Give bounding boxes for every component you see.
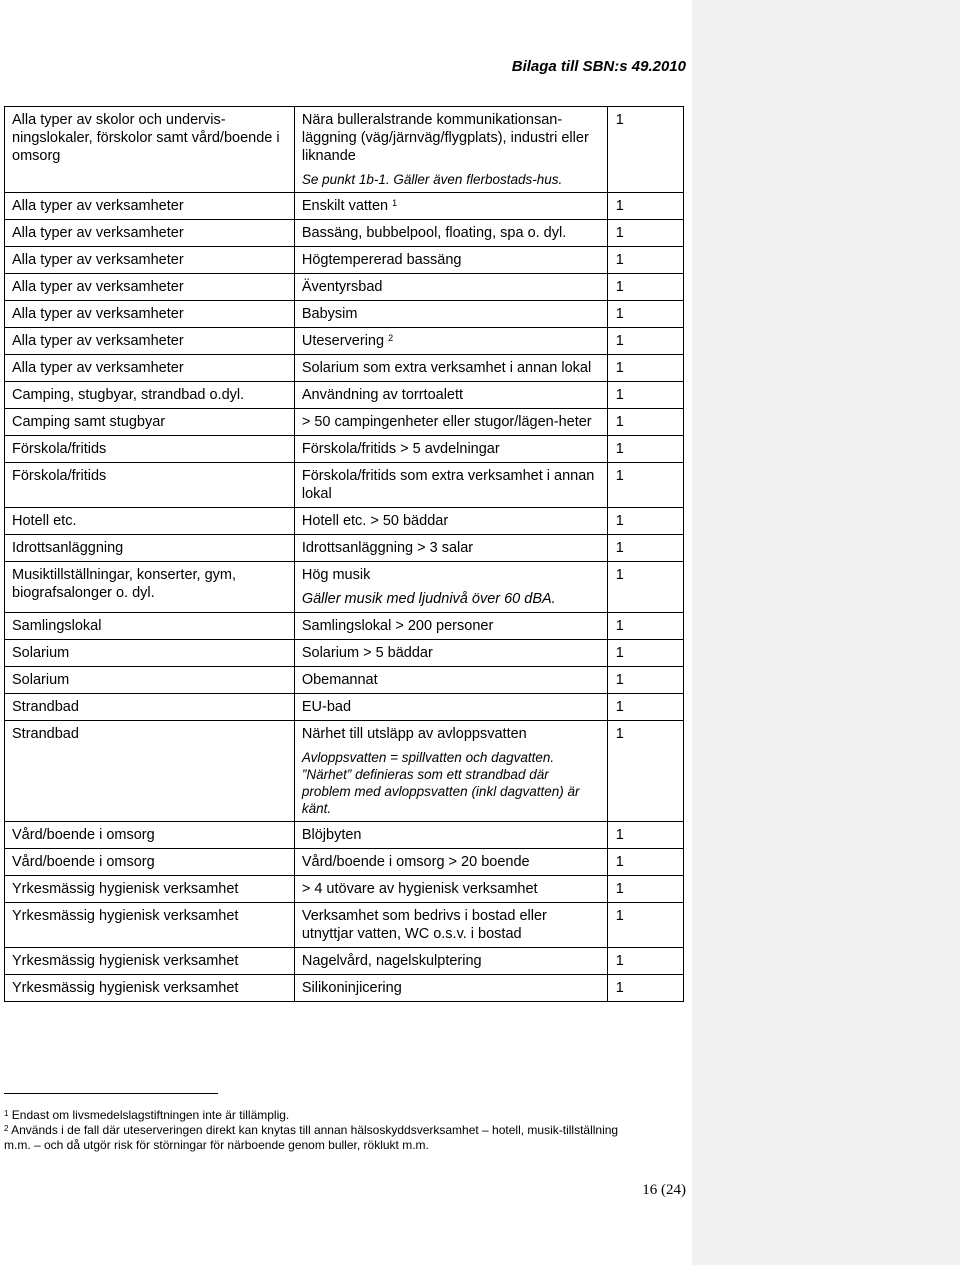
criterion-cell bbox=[294, 562, 607, 613]
risk-class: 1 bbox=[615, 618, 624, 634]
activity-type-cell bbox=[5, 274, 295, 301]
risk-class-cell bbox=[607, 535, 683, 562]
risk-class-cell bbox=[607, 640, 683, 667]
activity-type: Alla typer av verksamheter bbox=[12, 198, 184, 214]
footnote-reference: 1 bbox=[392, 198, 398, 208]
risk-class: 1 bbox=[615, 252, 624, 268]
risk-class: 1 bbox=[615, 441, 624, 457]
criterion: Äventyrsbad bbox=[301, 279, 383, 295]
activity-type: Alla typer av verksamheter bbox=[12, 225, 184, 241]
activity-type: Strandbad bbox=[12, 699, 79, 715]
activity-type: Förskola/fritids bbox=[12, 468, 107, 484]
criterion-cell bbox=[294, 409, 607, 436]
risk-class-cell bbox=[607, 220, 683, 247]
risk-class-cell bbox=[607, 562, 683, 613]
activity-type-cell bbox=[5, 640, 295, 667]
activity-type-cell bbox=[5, 355, 295, 382]
requirements-table bbox=[4, 106, 684, 1002]
risk-class-cell bbox=[607, 355, 683, 382]
risk-class: 1 bbox=[615, 540, 624, 556]
footnote-separator bbox=[4, 1093, 218, 1094]
activity-type-cell bbox=[5, 613, 295, 640]
activity-type-cell bbox=[5, 301, 295, 328]
risk-class-cell bbox=[607, 274, 683, 301]
activity-type: Strandbad bbox=[12, 726, 79, 742]
criterion: Förskola/fritids som extra verksamhet i annan lokal bbox=[301, 468, 595, 502]
activity-type: Musiktillställningar, konserter, gym, biografsalonger o. dyl. bbox=[12, 567, 237, 601]
criterion: Vård/boende i omsorg > 20 boende bbox=[301, 854, 530, 870]
activity-type: Vård/boende i omsorg bbox=[12, 827, 155, 843]
activity-type: Idrottsanläggning bbox=[12, 540, 124, 556]
risk-class: 1 bbox=[615, 672, 624, 688]
criterion-cell bbox=[294, 328, 607, 355]
criterion: Nagelvård, nagelskulptering bbox=[301, 953, 482, 969]
activity-type-cell bbox=[5, 849, 295, 876]
risk-class-cell bbox=[607, 975, 683, 1002]
criterion: Babysim bbox=[301, 306, 358, 322]
criterion: Förskola/fritids > 5 avdelningar bbox=[301, 441, 500, 457]
risk-class: 1 bbox=[615, 333, 624, 349]
table-row bbox=[5, 463, 684, 508]
risk-class-cell bbox=[607, 508, 683, 535]
table-row bbox=[5, 694, 684, 721]
risk-class: 1 bbox=[615, 881, 624, 897]
criterion: Bassäng, bubbelpool, floating, spa o. dyl. bbox=[301, 225, 567, 241]
footnote-1 bbox=[4, 1108, 644, 1123]
criterion: EU-bad bbox=[301, 699, 352, 715]
activity-type-cell bbox=[5, 694, 295, 721]
criterion-cell bbox=[294, 694, 607, 721]
table-row bbox=[5, 436, 684, 463]
table-row bbox=[5, 535, 684, 562]
criterion-cell bbox=[294, 220, 607, 247]
criterion-cell bbox=[294, 667, 607, 694]
table-row bbox=[5, 355, 684, 382]
risk-class-cell bbox=[607, 667, 683, 694]
footnote-mark: 1 bbox=[4, 1109, 9, 1118]
activity-type-cell bbox=[5, 948, 295, 975]
criterion-cell bbox=[294, 535, 607, 562]
table-row bbox=[5, 876, 684, 903]
side-panel bbox=[692, 0, 960, 1265]
activity-type-cell bbox=[5, 721, 295, 822]
table-row bbox=[5, 107, 684, 193]
table-row bbox=[5, 948, 684, 975]
activity-type: Alla typer av verksamheter bbox=[12, 252, 184, 268]
risk-class-cell bbox=[607, 903, 683, 948]
criterion-cell bbox=[294, 876, 607, 903]
page-number: 16 (24) bbox=[642, 1182, 686, 1198]
activity-type: Alla typer av verksamheter bbox=[12, 333, 184, 349]
criterion: Solarium > 5 bäddar bbox=[301, 645, 433, 661]
risk-class-cell bbox=[607, 694, 683, 721]
risk-class-cell bbox=[607, 436, 683, 463]
risk-class-cell bbox=[607, 849, 683, 876]
criterion-note: Se punkt 1b-1. Gäller även flerbostads-hus. bbox=[301, 172, 563, 187]
activity-type-cell bbox=[5, 535, 295, 562]
table-row bbox=[5, 822, 684, 849]
criterion-cell bbox=[294, 903, 607, 948]
risk-class: 1 bbox=[615, 468, 624, 484]
criterion-note: Avloppsvatten = spillvatten och dagvatten. ”Närhet” definieras som ett strandbad där problem med avloppsvatten (inkl dagvatten) är känt. bbox=[301, 750, 580, 816]
table-row bbox=[5, 849, 684, 876]
risk-class: 1 bbox=[615, 279, 624, 295]
criterion: Hög musik bbox=[301, 567, 371, 583]
criterion-cell bbox=[294, 107, 607, 193]
criterion: > 4 utövare av hygienisk verksamhet bbox=[301, 881, 538, 897]
criterion-cell bbox=[294, 849, 607, 876]
risk-class-cell bbox=[607, 193, 683, 220]
criterion: Solarium som extra verksamhet i annan lokal bbox=[301, 360, 592, 376]
risk-class: 1 bbox=[615, 225, 624, 241]
criterion: Nära bulleralstrande kommunikationsan-läggning (väg/järnväg/flygplats), industri eller liknande bbox=[301, 112, 589, 164]
table-row bbox=[5, 301, 684, 328]
criterion-cell bbox=[294, 382, 607, 409]
activity-type-cell bbox=[5, 107, 295, 193]
activity-type: Camping samt stugbyar bbox=[12, 414, 166, 430]
table-row bbox=[5, 328, 684, 355]
table-row bbox=[5, 903, 684, 948]
activity-type: Alla typer av skolor och undervis-ningslokaler, förskolor samt vård/boende i omsorg bbox=[12, 112, 280, 164]
criterion-cell bbox=[294, 613, 607, 640]
risk-class: 1 bbox=[615, 387, 624, 403]
footnote-text: Används i de fall där uteserveringen direkt kan knytas till annan hälsoskyddsverksamhet – hotell, musik-tillställning m.m. – och då utgör risk för störningar för närboende genom buller, röklukt m.m. bbox=[4, 1123, 619, 1152]
activity-type: Yrkesmässig hygienisk verksamhet bbox=[12, 881, 239, 897]
criterion-cell bbox=[294, 822, 607, 849]
risk-class-cell bbox=[607, 613, 683, 640]
table-row bbox=[5, 193, 684, 220]
table-row bbox=[5, 409, 684, 436]
activity-type-cell bbox=[5, 822, 295, 849]
activity-type-cell bbox=[5, 876, 295, 903]
activity-type-cell bbox=[5, 463, 295, 508]
table-row bbox=[5, 508, 684, 535]
criterion-cell bbox=[294, 355, 607, 382]
activity-type: Alla typer av verksamheter bbox=[12, 360, 184, 376]
activity-type-cell bbox=[5, 220, 295, 247]
activity-type-cell bbox=[5, 328, 295, 355]
risk-class: 1 bbox=[615, 198, 624, 214]
criterion-note: Gäller musik med ljudnivå över 60 dBA. bbox=[301, 591, 556, 607]
risk-class: 1 bbox=[615, 645, 624, 661]
criterion-cell bbox=[294, 274, 607, 301]
risk-class-cell bbox=[607, 948, 683, 975]
risk-class: 1 bbox=[615, 953, 624, 969]
criterion: Hotell etc. > 50 bäddar bbox=[301, 513, 449, 529]
risk-class-cell bbox=[607, 107, 683, 193]
risk-class: 1 bbox=[615, 360, 624, 376]
risk-class-cell bbox=[607, 876, 683, 903]
risk-class: 1 bbox=[615, 513, 624, 529]
table-row bbox=[5, 721, 684, 822]
table-row bbox=[5, 274, 684, 301]
activity-type-cell bbox=[5, 382, 295, 409]
risk-class: 1 bbox=[615, 854, 624, 870]
activity-type: Solarium bbox=[12, 645, 70, 661]
activity-type-cell bbox=[5, 436, 295, 463]
footnote-mark: 2 bbox=[4, 1124, 9, 1133]
activity-type: Yrkesmässig hygienisk verksamhet bbox=[12, 908, 239, 924]
criterion-cell bbox=[294, 508, 607, 535]
risk-class: 1 bbox=[615, 980, 624, 996]
activity-type-cell bbox=[5, 562, 295, 613]
activity-type: Hotell etc. bbox=[12, 513, 77, 529]
table-row bbox=[5, 220, 684, 247]
risk-class: 1 bbox=[615, 414, 624, 430]
table-row bbox=[5, 613, 684, 640]
criterion: Samlingslokal > 200 personer bbox=[301, 618, 494, 634]
risk-class-cell bbox=[607, 247, 683, 274]
risk-class-cell bbox=[607, 301, 683, 328]
activity-type: Alla typer av verksamheter bbox=[12, 279, 184, 295]
activity-type: Yrkesmässig hygienisk verksamhet bbox=[12, 980, 239, 996]
footnote-reference: 2 bbox=[388, 333, 394, 343]
activity-type-cell bbox=[5, 409, 295, 436]
criterion: Närhet till utsläpp av avloppsvatten bbox=[301, 726, 527, 742]
criterion: Obemannat bbox=[301, 672, 378, 688]
activity-type: Yrkesmässig hygienisk verksamhet bbox=[12, 953, 239, 969]
risk-class: 1 bbox=[615, 827, 624, 843]
table-row bbox=[5, 975, 684, 1002]
criterion-cell bbox=[294, 975, 607, 1002]
risk-class: 1 bbox=[615, 908, 624, 924]
criterion-cell bbox=[294, 948, 607, 975]
table-row bbox=[5, 247, 684, 274]
activity-type: Förskola/fritids bbox=[12, 441, 107, 457]
activity-type-cell bbox=[5, 975, 295, 1002]
footnote-text: Endast om livsmedelslagstiftningen inte är tillämplig. bbox=[11, 1108, 290, 1122]
criterion: Uteservering bbox=[301, 333, 385, 349]
risk-class-cell bbox=[607, 463, 683, 508]
criterion-cell bbox=[294, 640, 607, 667]
risk-class: 1 bbox=[615, 567, 624, 583]
activity-type: Vård/boende i omsorg bbox=[12, 854, 155, 870]
criterion: > 50 campingenheter eller stugor/lägen-heter bbox=[301, 414, 592, 430]
criterion: Användning av torrtoalett bbox=[301, 387, 464, 403]
risk-class: 1 bbox=[615, 112, 624, 128]
activity-type: Samlingslokal bbox=[12, 618, 102, 634]
activity-type-cell bbox=[5, 193, 295, 220]
table-row bbox=[5, 562, 684, 613]
criterion: Högtempererad bassäng bbox=[301, 252, 462, 268]
activity-type-cell bbox=[5, 667, 295, 694]
criterion-cell bbox=[294, 301, 607, 328]
criterion-cell bbox=[294, 193, 607, 220]
criterion-cell bbox=[294, 721, 607, 822]
criterion-cell bbox=[294, 436, 607, 463]
criterion: Idrottsanläggning > 3 salar bbox=[301, 540, 474, 556]
criterion: Verksamhet som bedrivs i bostad eller utnyttjar vatten, WC o.s.v. i bostad bbox=[301, 908, 547, 942]
risk-class-cell bbox=[607, 409, 683, 436]
criterion: Silikoninjicering bbox=[301, 980, 402, 996]
risk-class-cell bbox=[607, 328, 683, 355]
risk-class-cell bbox=[607, 822, 683, 849]
risk-class-cell bbox=[607, 382, 683, 409]
criterion: Enskilt vatten bbox=[301, 198, 389, 214]
activity-type: Alla typer av verksamheter bbox=[12, 306, 184, 322]
activity-type-cell bbox=[5, 247, 295, 274]
risk-class: 1 bbox=[615, 306, 624, 322]
footnotes bbox=[4, 1108, 644, 1153]
document-header: Bilaga till SBN:s 49.2010 bbox=[511, 58, 686, 75]
activity-type: Solarium bbox=[12, 672, 70, 688]
risk-class: 1 bbox=[615, 699, 624, 715]
criterion-cell bbox=[294, 247, 607, 274]
table-row bbox=[5, 667, 684, 694]
table-row bbox=[5, 382, 684, 409]
risk-class: 1 bbox=[615, 726, 624, 742]
activity-type-cell bbox=[5, 903, 295, 948]
criterion-cell bbox=[294, 463, 607, 508]
footnote-2 bbox=[4, 1123, 644, 1153]
activity-type-cell bbox=[5, 508, 295, 535]
activity-type: Camping, stugbyar, strandbad o.dyl. bbox=[12, 387, 245, 403]
table-row bbox=[5, 640, 684, 667]
risk-class-cell bbox=[607, 721, 683, 822]
criterion: Blöjbyten bbox=[301, 827, 362, 843]
table-body bbox=[5, 107, 684, 1002]
